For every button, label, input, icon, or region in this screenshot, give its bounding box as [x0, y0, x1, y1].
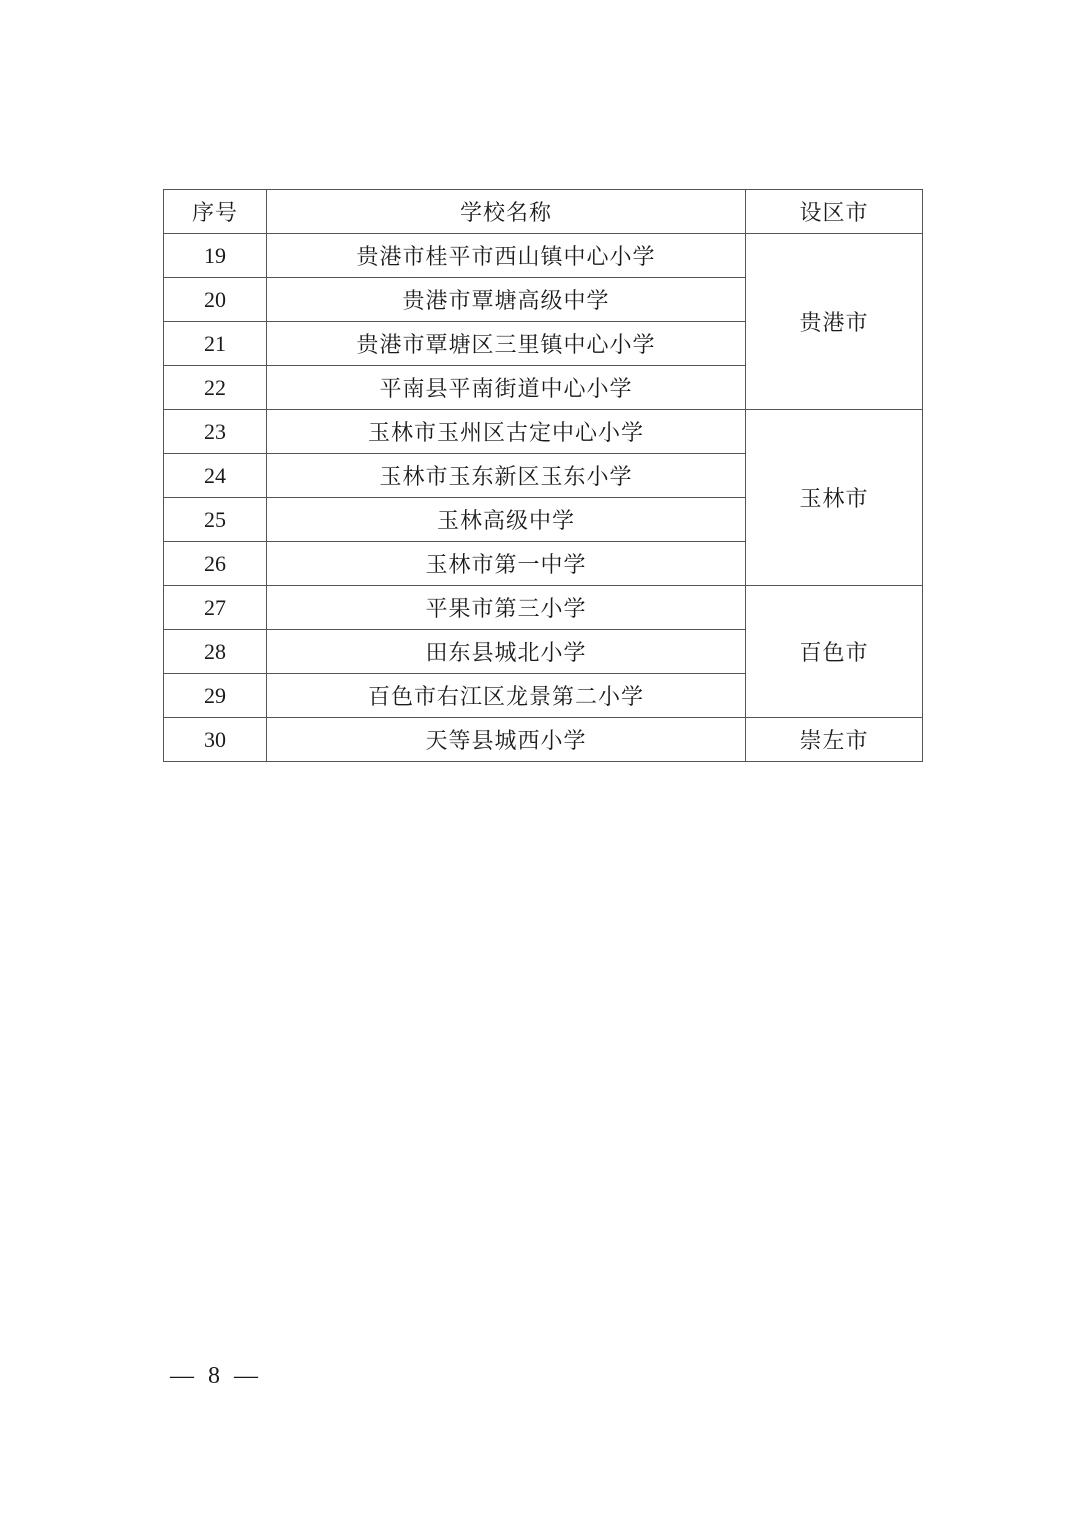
- row-school-name: 玉林高级中学: [267, 498, 746, 542]
- row-city: 贵港市: [746, 234, 923, 410]
- row-seq: 20: [164, 278, 267, 322]
- row-seq: 25: [164, 498, 267, 542]
- row-city: 崇左市: [746, 718, 923, 762]
- table-row: [164, 234, 923, 278]
- school-list-table: [163, 189, 923, 762]
- row-seq: 27: [164, 586, 267, 630]
- row-school-name: 田东县城北小学: [267, 630, 746, 674]
- row-school-name: 贵港市桂平市西山镇中心小学: [267, 234, 746, 278]
- page-number: — 8 —: [170, 1363, 262, 1389]
- table-header-row: [164, 190, 923, 234]
- row-seq: 21: [164, 322, 267, 366]
- row-seq: 19: [164, 234, 267, 278]
- row-city: 百色市: [746, 586, 923, 718]
- row-seq: 22: [164, 366, 267, 410]
- row-school-name: 天等县城西小学: [267, 718, 746, 762]
- row-seq: 23: [164, 410, 267, 454]
- table-row: [164, 586, 923, 630]
- header-seq: 序号: [164, 190, 267, 234]
- row-school-name: 玉林市玉州区古定中心小学: [267, 410, 746, 454]
- row-school-name: 贵港市覃塘高级中学: [267, 278, 746, 322]
- row-seq: 26: [164, 542, 267, 586]
- row-city: 玉林市: [746, 410, 923, 586]
- row-seq: 28: [164, 630, 267, 674]
- row-school-name: 玉林市玉东新区玉东小学: [267, 454, 746, 498]
- row-seq: 30: [164, 718, 267, 762]
- header-school-name: 学校名称: [267, 190, 746, 234]
- row-seq: 29: [164, 674, 267, 718]
- row-school-name: 贵港市覃塘区三里镇中心小学: [267, 322, 746, 366]
- table-row: [164, 410, 923, 454]
- row-school-name: 平果市第三小学: [267, 586, 746, 630]
- row-school-name: 玉林市第一中学: [267, 542, 746, 586]
- row-school-name: 百色市右江区龙景第二小学: [267, 674, 746, 718]
- row-seq: 24: [164, 454, 267, 498]
- table-row: [164, 718, 923, 762]
- header-city: 设区市: [746, 190, 923, 234]
- row-school-name: 平南县平南街道中心小学: [267, 366, 746, 410]
